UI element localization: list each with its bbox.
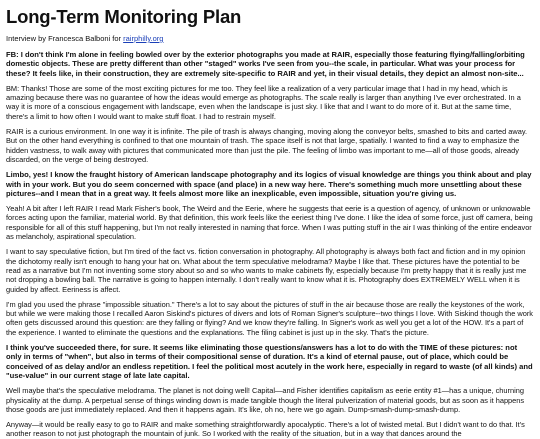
answer-paragraph: I'm glad you used the phrase "impossible situation." There's a lot to say about the pictures of stuff in the air because those are really the keystones of the work, but while we were making those I recalled Aaron Siskind's pictures of divers and lots of Roman Signer's sculpture--two things I love. With Siskind though the work often gets discussed around this question: are they falling or flying? And we know they're falling. In Signer's work as well you get a lot of the HOW. It's a part of the experience. I wanted to eliminate the questions and the explanations. The filing cabinet is just up in the sky. That's the picture. — [6, 299, 533, 337]
answer-paragraph: RAIR is a curious environment. In one way it is infinite. The pile of trash is always changing, moving along the conveyor belts, smashed to bits and carted away. But on the other hand everything is confined to that one mountain of trash. The space itself is not that large, spatially. I wanted to find a way to emphasize the hidden vastness, to walk away with pictures that communicated more than just the pile. The feeling of limbo was important to me—all of those goods, already discarded, on the verge of being destroyed. — [6, 127, 528, 164]
byline-text: Interview by Francesca Balboni for — [6, 34, 124, 43]
article-body — [6, 50, 534, 439]
answer-paragraph: Anyway—it would be really easy to go to RAIR and make something straightforwardly apocalyptic. There's a lot of twisted metal. But I didn't want to do that. It's another reason to not just photograph the mountain of junk. So I worked with the reality of the situation, but in a way that dances around the — [6, 420, 525, 439]
question-paragraph: FB: I don't think I'm alone in feeling bowled over by the exterior photographs you made at RAIR, especially those featuring flying/falling/orbiting domestic objects. These are pretty different than other "staged" works I've seen from you--the scale, in particular. What was your process for these? It feels like, in their construction, they are extremely site-specific to RAIR and yet, in their visual details, they depict an almost non-site... — [6, 50, 525, 78]
question-paragraph: Limbo, yes! I know the fraught history of American landscape photography and its logics of visual knowledge are things you think about and play with in your work. But you do seem concerned with space (and place) in a new way here. There's something much more unsettling about these pictures--and I mean that in a great way. It feels almost more like an inexplicable, even impossible, situation you're giving us. — [6, 170, 532, 198]
byline — [6, 34, 534, 44]
answer-paragraph: BM: Thanks! Those are some of the most exciting pictures for me too. They feel like a realization of a very particular image that I had in my head, which is amazing because there was no guarantee of how the ideas would emerge as photographs. The scale really is larger than anything I've ever orchestrated. In a way it is more of a conscious engagement with landscape, even when the landscape is just sky. I like that and I want to do more of it. But at the same time, there's a limit to how often I would want to make stuff float. I had to restrain myself. — [6, 83, 521, 121]
source-link[interactable]: rairphilly.org — [123, 34, 164, 43]
answer-paragraph: I want to say speculative fiction, but I'm tired of the fact vs. fiction conversation in photography. All photography is always both fact and fiction and in my opinion the dichotomy really isn't enough to hang your hat on. What about the term speculative melodrama? Maybe I like that. These pictures have the potential to be read as a narrative but I'm not inventing some story about so and so who wants to make cabinets fly, especially because I'm pretty happy that it is really just me not dropping a bowling ball. The narrative is going to happen internally. I don't really want to know what it is. Photography does EXTREMELY WELL when it is guided by affect. Eeriness is affect. — [6, 247, 527, 294]
question-paragraph: I think you've succeeded there, for sure. It seems like eliminating those questions/answers has a lot to do with the TIME of these pictures: not only in terms of "when", but also in terms of their compositional sense of duration. It's a kind of eternal pause, out of place, which could be conceived of as delay and/or an endless repetition. I feel the political most acutely in the work here, especially in regard to waste (of all kinds) and "use-value" in our current stage of late late capital. — [6, 343, 533, 380]
answer-paragraph: Yeah! A bit after I left RAIR I read Mark Fisher's book, The Weird and the Eerie, where he suggests that eerie is a question of agency, of unknown or unknowable forces acting upon the familiar, material world. By that definition, this work feels like the eeriest thing I've done. I like the idea of some force, just off camera, being responsible for all of this stuff happening, but I'm not really interested in naming that force. When I was putting stuff in the air I was thinking of the entire endeavor as melancholy, aspirational speculation. — [6, 204, 533, 242]
page-title: Long-Term Monitoring Plan — [6, 6, 242, 27]
answer-paragraph: Well maybe that's the speculative melodrama. The planet is not doing well! Capital—and Fisher identifies capitalism as eerie entity #1—has a unique, churning physicality at the dump. A perpetual sense of things winding down is made tangible though the literal pulverization of material goods, but as soon as it happens those goods are just immediately replaced. And then it happens again. It's like, oh no, here we go again. Dump-smash-dump-smash-dump. — [6, 386, 525, 414]
